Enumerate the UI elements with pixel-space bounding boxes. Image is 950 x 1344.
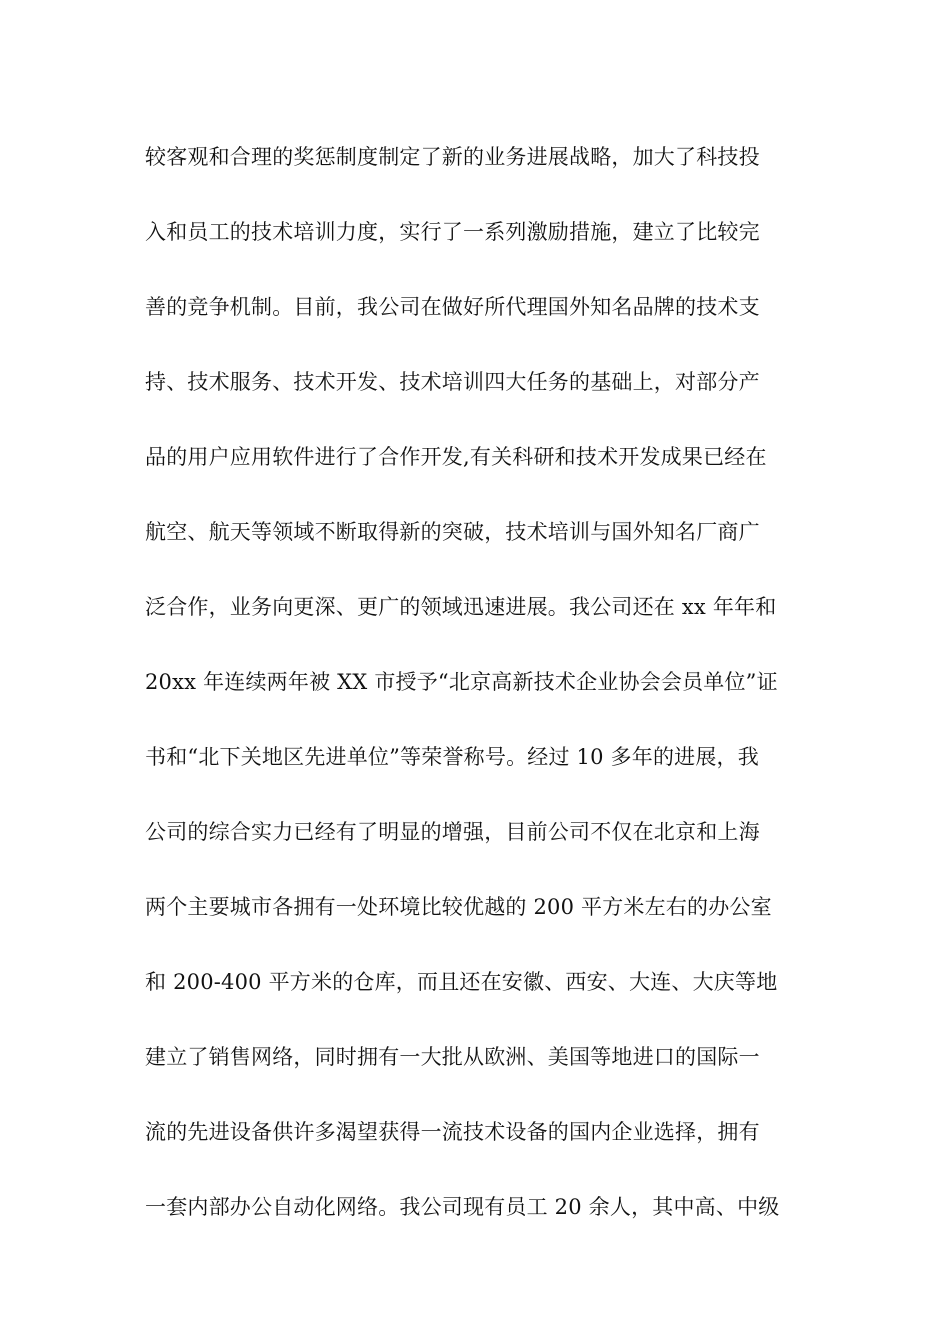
text-line: 善的竞争机制。目前，我公司在做好所代理国外知名品牌的技术支 bbox=[145, 295, 760, 319]
text-line: 一套内部办公自动化网络。我公司现有员工 20 余人，其中高、中级 bbox=[145, 1195, 780, 1219]
text-line: 两个主要城市各拥有一处环境比较优越的 200 平方米左右的办公室 bbox=[145, 895, 772, 919]
text-line: 较客观和合理的奖惩制度制定了新的业务进展战略，加大了科技投 bbox=[145, 145, 760, 169]
text-line: 持、技术服务、技术开发、技术培训四大任务的基础上，对部分产 bbox=[145, 370, 760, 394]
text-line: 20xx 年连续两年被 XX 市授予“北京高新技术企业协会会员单位”证 bbox=[145, 670, 778, 694]
text-line: 泛合作，业务向更深、更广的领域迅速进展。我公司还在 xx 年年和 bbox=[145, 595, 777, 619]
text-line: 品的用户应用软件进行了合作开发,有关科研和技术开发成果已经在 bbox=[145, 445, 767, 469]
text-line: 入和员工的技术培训力度，实行了一系列激励措施，建立了比较完 bbox=[145, 220, 760, 244]
text-line: 和 200-400 平方米的仓库，而且还在安徽、西安、大连、大庆等地 bbox=[145, 970, 778, 994]
text-line: 公司的综合实力已经有了明显的增强，目前公司不仅在北京和上海 bbox=[145, 820, 760, 844]
text-line: 航空、航天等领域不断取得新的突破，技术培训与国外知名厂商广 bbox=[145, 520, 760, 544]
text-line: 流的先进设备供许多渴望获得一流技术设备的国内企业选择，拥有 bbox=[145, 1120, 760, 1144]
text-line: 书和“北下关地区先进单位”等荣誉称号。经过 10 多年的进展，我 bbox=[145, 745, 759, 769]
body-text bbox=[145, 136, 845, 1261]
text-line: 建立了销售网络，同时拥有一大批从欧洲、美国等地进口的国际一 bbox=[145, 1045, 760, 1069]
